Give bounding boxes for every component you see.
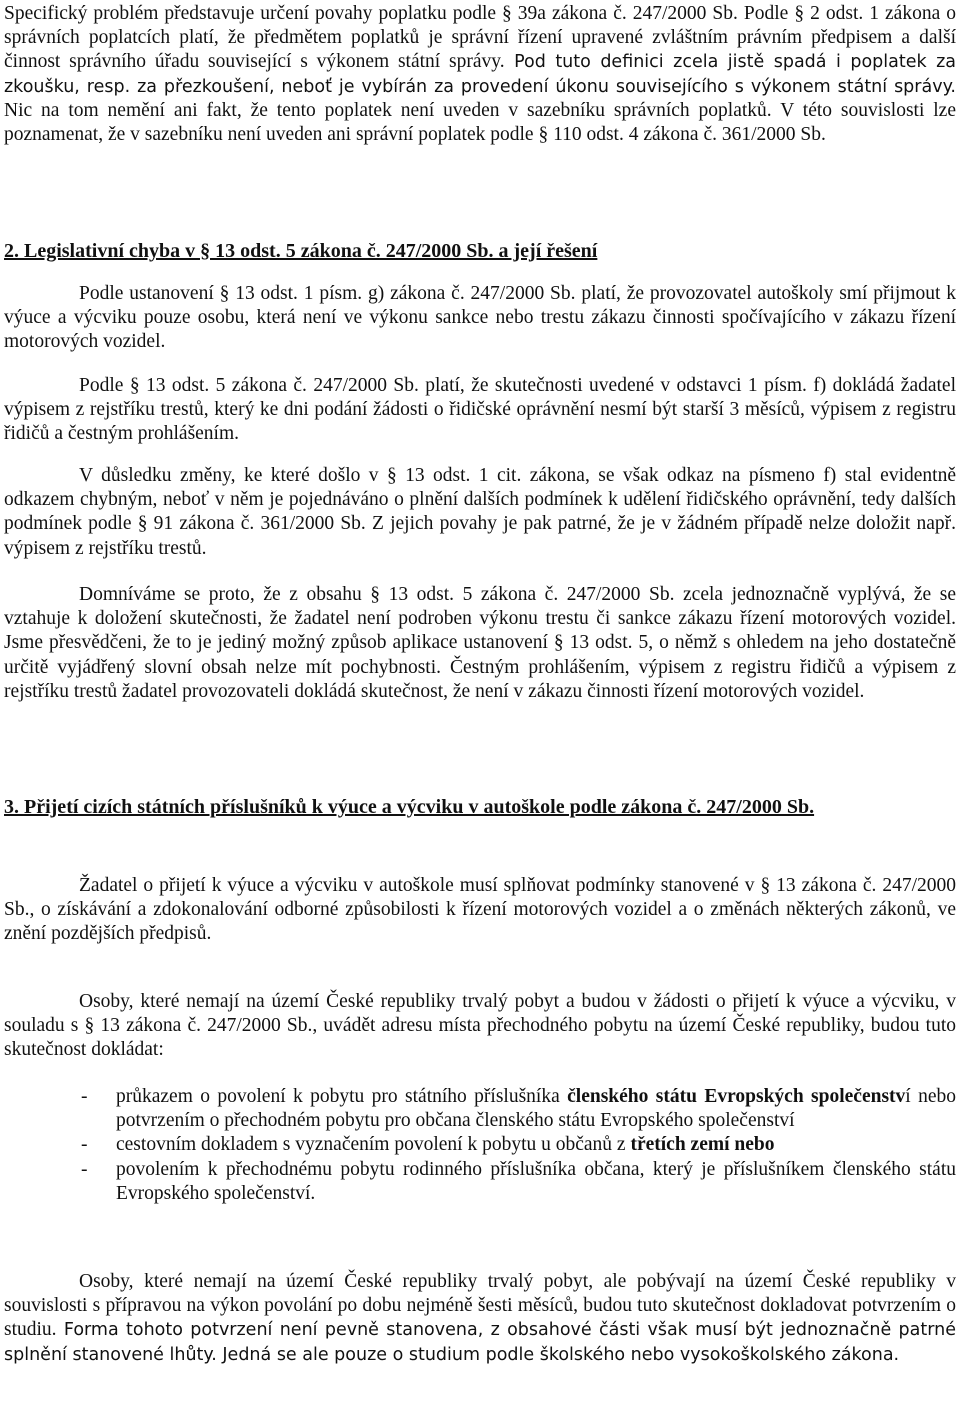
section-3-paragraph-1: Žadatel o přijetí k výuce a výcviku v autoškole musí splňovat podmínky stanovené v § 13 zákona č. 247/2000 Sb., o získávání a zdokonalování odborné způsobilosti k řízení motorových vozidel a o změnách některých zákonů, ve znění pozdějších předpisů. [4,875,956,945]
section-2-heading: 2. Legislativní chyba v § 13 odst. 5 zákona č. 247/2000 Sb. a její řešení [4,240,598,262]
intro-text-a: Specifický problém představuje určení povahy poplatku podle § 39a zákona č. 247/2000 Sb. Podle § 2 odst. 1 zákona o správních poplatcích platí, že předmětem poplatků je správní řízení upravené zvláštním právním předpisem a další činnost správního úřadu související s výkonem státní správy. [4,3,956,73]
list-item: - cestovním dokladem s vyznačením povolení k pobytu u občanů z třetích zemí nebo [81,1134,775,1156]
section-3-paragraph-2: Osoby, které nemají na území České republiky trvalý pobyt a budou v žádosti o přijetí k výuce a výcviku, v souladu s § 13 zákona č. 247/2000 Sb., uvádět adresu místa přechodného pobytu na území České republiky, budou tuto skutečnost dokládat: [4,991,956,1061]
list-item: - povolením k přechodnému pobytu rodinného příslušníka občana, který je příslušníkem členského státu Evropského společenství. [81,1158,956,1204]
list-item: - průkazem o povolení k pobytu pro státního příslušníka členského státu Evropských společenství nebo potvrzením o přechodném pobytu pro občana členského státu Evropského společenství [81,1086,956,1132]
proof-list [4,1085,956,1206]
intro-text-b: Pod tuto definici zcela jistě spadá i poplatek za zkoušku, resp. za přezkoušení, neboť je vybírán za provedení úkonu souvisejícího s výkonem státní správy. [4,52,957,97]
section-2-paragraph-3: V důsledku změny, ke které došlo v § 13 odst. 1 cit. zákona, se však odkaz na písmeno f) stal evidentně odkazem chybným, neboť v něm je pojednáváno o plnění dalších podmínek k udělení řidičského oprávnění, tedy dalších podmínek podle § 91 zákona č. 361/2000 Sb. Z jejich povahy je pak patrné, že je v žádném případě nelze doložit např. výpisem z rejstříku trestů. [4,465,956,559]
section-3-heading: 3. Přijetí cizích státních příslušníků k výuce a výcviku v autoškole podle zákona č. 247/2000 Sb. [4,796,815,818]
intro-paragraph [4,2,956,147]
section-3-paragraph-3: Osoby, které nemají na území České republiky trvalý pobyt, ale pobývají na území České republiky v souvislosti s přípravou na výkon povolání po dobu nejméně šesti měsíců, budou tuto skutečnost dokladovat potvrzením o studiu. Forma tohoto potvrzení není pevně stanovena, z obsahové části však musí být jednoznačně patrné splnění stanovené lhůty. Jedná se ale pouze o studium podle školského nebo vysokoškolského zákona. [4,1271,956,1365]
intro-text-c: Nic na tom nemění ani fakt, že tento poplatek není uveden v sazebníku správních poplatků. V této souvislosti lze poznamenat, že v sazebníku není uveden ani správní poplatek podle § 110 odst. 4 zákona č. 361/2000 Sb. [4,99,956,146]
section-2-paragraph-1: Podle ustanovení § 13 odst. 1 písm. g) zákona č. 247/2000 Sb. platí, že provozovatel autoškoly smí přijmout k výuce a výcviku pouze osobu, která není ve výkonu sankce nebo trestu zákazu činnosti spočívajícího v zákazu řízení motorových vozidel. [4,283,956,353]
section-2-paragraph-2: Podle § 13 odst. 5 zákona č. 247/2000 Sb. platí, že skutečnosti uvedené v odstavci 1 písm. f) dokládá žadatel výpisem z rejstříku trestů, který ke dni podání žádosti o řidičské oprávnění nesmí být starší 3 měsíců, výpisem z registru řidičů a čestným prohlášením. [4,375,956,445]
section-2-paragraph-4: Domníváme se proto, že z obsahu § 13 odst. 5 zákona č. 247/2000 Sb. zcela jednoznačně vyplývá, že se vztahuje k doložení skutečnosti, že žadatel není podroben výkonu trestu či sankce zákazu řízení motorových vozidel. Jsme přesvědčeni, že to je jediný možný způsob aplikace ustanovení § 13 odst. 5, o němž s ohledem na jeho dostatečně určitě vyjádřený slovní obsah nelze mít pochybnosti. Čestným prohlášením, výpisem z registru řidičů a výpisem z rejstříku trestů žadatel provozovateli dokládá skutečnost, že není v zákazu činnosti řízení motorových vozidel. [4,584,956,702]
